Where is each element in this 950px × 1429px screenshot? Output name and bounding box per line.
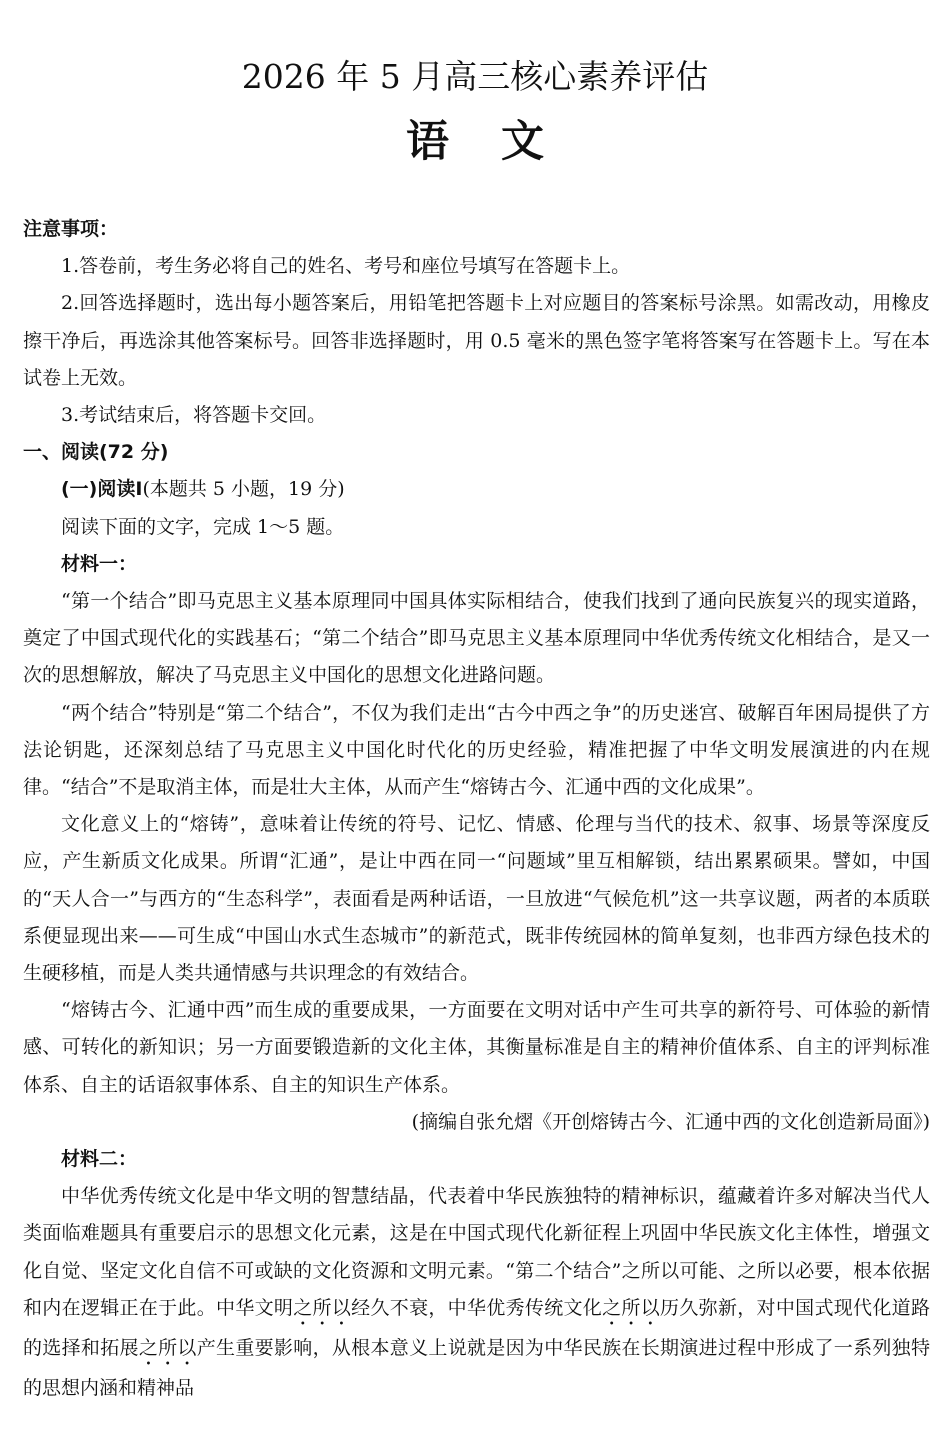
exam-title: 2026 年 5 月高三核心素养评估	[241, 57, 709, 96]
emphasized-phrase: 之所以	[138, 1336, 197, 1359]
part-one-heading-rest: (本题共 5 小题，19 分)	[142, 478, 345, 501]
text-run: 经久不衰，中华优秀传统文化	[351, 1296, 603, 1319]
text-run: 产生重要影响，从根本意义上说就是因为中华民族在长期演进过程中形成了一系列独特的思想内涵和精神品	[23, 1336, 930, 1399]
material-one-heading: 材料一：	[61, 552, 138, 575]
emphasized-phrase: 之所以	[602, 1296, 661, 1319]
material-one-paragraph: 文化意义上的“熔铸”，意味着让传统的符号、记忆、情感、伦理与当代的技术、叙事、场景等深度反应，产生新质文化成果。所谓“汇通”，是让中西在同一“问题域”里互相解锁，结出累累硕果。譬如，中国的“天人合一”与西方的“生态科学”，表面看是两种话语，一旦放进“气候危机”这一共享议题，两者的本质联系便显现出来——可生成“中国山水式生态城市”的新范式，既非传统园林的简单复刻，也非西方绿色技术的生硬移植，而是人类共通情感与共识理念的有效结合。	[23, 813, 930, 985]
text-run: 历久弥新，对中国式现代化道路的选择和拓展	[23, 1296, 930, 1359]
notice-item-2: 2.回答选择题时，选出每小题答案后，用铅笔把答题卡上对应题目的答案标号涂黑。如需改动，用橡皮擦干净后，再选涂其他答案标号。回答非选择题时，用 0.5 毫米的黑色签字笔将答案写在答题卡上。写在本试卷上无效。	[23, 292, 930, 389]
reading-instruction: 阅读下面的文字，完成 1～5 题。	[61, 515, 345, 538]
material-two-paragraph	[23, 1178, 930, 1407]
part-one-heading	[23, 471, 930, 508]
material-one-paragraph: “第一个结合”即马克思主义基本原理同中国具体实际相结合，使我们找到了通向民族复兴的现实道路，奠定了中国式现代化的实践基石；“第二个结合”即马克思主义基本原理同中华优秀传统文化相结合，是又一次的思想解放，解决了马克思主义中国化的思想文化进路问题。	[23, 590, 930, 687]
subject-title: 语文	[406, 117, 596, 167]
notice-heading: 注意事项：	[23, 218, 119, 240]
part-one-heading-bold: (一)阅读Ⅰ	[61, 478, 143, 501]
material-one-source: (摘编自张允熠《开创熔铸古今、汇通中西的文化创造新局面》)	[411, 1110, 930, 1133]
notice-item-1: 1.答卷前，考生务必将自己的姓名、考号和座位号填写在答题卡上。	[61, 255, 631, 278]
material-two-heading: 材料二：	[61, 1148, 138, 1171]
emphasized-phrase: 之所以	[293, 1296, 352, 1319]
notice-item-3: 3.考试结束后，将答题卡交回。	[61, 404, 327, 427]
text-run: 中华优秀传统文化是中华文明的智慧结晶，代表着中华民族独特的精神标识，蕴藏着许多对解决当代人类面临难题具有重要启示的思想文化元素，这是在中国式现代化新征程上巩固中华民族文化主体性，增强文化自觉、坚定文化自信不可或缺的文化资源和文明元素。“第二个结合”之所以可能、之所以必要，根本依据和内在逻辑正在于此。中华文明	[23, 1185, 930, 1319]
material-one-paragraph: “两个结合”特别是“第二个结合”，不仅为我们走出“古今中西之争”的历史迷宫、破解百年困局提供了方法论钥匙，还深刻总结了马克思主义中国化时代化的历史经验，精准把握了中华文明发展演进的内在规律。“结合”不是取消主体，而是壮大主体，从而产生“熔铸古今、汇通中西的文化成果”。	[23, 701, 930, 799]
material-one-paragraph: “熔铸古今、汇通中西”而生成的重要成果，一方面要在文明对话中产生可共享的新符号、可体验的新情感、可转化的新知识；另一方面要锻造新的文化主体，其衡量标准是自主的精神价值体系、自主的评判标准体系、自主的话语叙事体系、自主的知识生产体系。	[23, 999, 930, 1096]
exam-body	[23, 211, 930, 1407]
section-one-heading: 一、阅读(72 分)	[23, 441, 169, 464]
